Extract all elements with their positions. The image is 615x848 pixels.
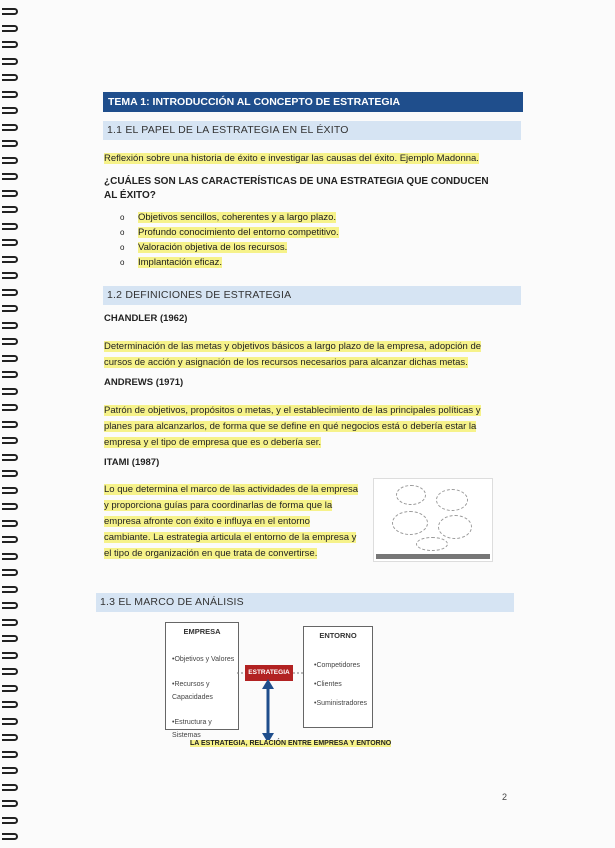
binding-ring bbox=[2, 157, 18, 164]
binding-ring bbox=[2, 289, 18, 296]
question-heading: ¿CUÁLES SON LAS CARACTERÍSTICAS DE UNA ESTRATEGIA QUE CONDUCEN AL ÉXITO? bbox=[104, 176, 489, 201]
itami-title: ITAMI (1987) bbox=[104, 457, 160, 468]
binding-ring bbox=[2, 619, 18, 626]
spiral-binding bbox=[0, 0, 22, 848]
binding-ring bbox=[2, 701, 18, 708]
binding-ring bbox=[2, 520, 18, 527]
list-item: o Valoración objetiva de los recursos. bbox=[120, 240, 339, 255]
binding-ring bbox=[2, 800, 18, 807]
binding-ring bbox=[2, 223, 18, 230]
entorno-item: •Suministradores bbox=[314, 700, 368, 707]
binding-ring bbox=[2, 140, 18, 147]
binding-ring bbox=[2, 652, 18, 659]
section-2-heading: 1.2 DEFINICIONES DE ESTRATEGIA bbox=[103, 286, 521, 305]
binding-ring bbox=[2, 25, 18, 32]
empresa-item: •Objetivos y Valores bbox=[172, 656, 235, 663]
chandler-line-1: Determinación de las metas y objetivos básicos a largo plazo de la empresa, adopción de bbox=[104, 341, 482, 352]
chandler-title: CHANDLER (1962) bbox=[104, 313, 188, 324]
itami-line-3: empresa afronte con éxito e influya en el entorno bbox=[104, 516, 310, 527]
empresa-label: EMPRESA bbox=[183, 627, 221, 636]
entorno-label: ENTORNO bbox=[319, 631, 357, 640]
thumbnail-caption-bar bbox=[376, 554, 490, 559]
andrews-line-3: empresa y el tipo de empresa que es o debería ser. bbox=[104, 437, 322, 448]
section-1-heading: 1.1 EL PAPEL DE LA ESTRATEGIA EN EL ÉXITO bbox=[103, 121, 521, 140]
itami-line-5: el tipo de organización en que trata de convertirse. bbox=[104, 548, 318, 559]
chandler-line-2: cursos de acción y asignación de los recursos necesarios para alcanzar dichas metas. bbox=[104, 357, 468, 368]
binding-ring bbox=[2, 355, 18, 362]
itami-line-1: Lo que determina el marco de las actividades de la empresa bbox=[104, 484, 359, 495]
andrews-line-2: planes para alcanzarlos, de forma que se define en qué negocios está o debería estar la bbox=[104, 421, 477, 432]
binding-ring bbox=[2, 239, 18, 246]
itami-line-4: cambiante. La estrategia articula el entorno de la empresa y bbox=[104, 532, 357, 543]
binding-ring bbox=[2, 190, 18, 197]
andrews-title: ANDREWS (1971) bbox=[104, 377, 184, 388]
binding-ring bbox=[2, 173, 18, 180]
chapter-header: TEMA 1: INTRODUCCIÓN AL CONCEPTO DE ESTRATEGIA bbox=[103, 92, 523, 112]
binding-ring bbox=[2, 817, 18, 824]
list-item: o Implantación eficaz. bbox=[120, 255, 339, 270]
success-characteristics-list bbox=[120, 210, 339, 270]
binding-ring bbox=[2, 206, 18, 213]
binding-ring bbox=[2, 322, 18, 329]
entorno-item: •Competidores bbox=[314, 662, 361, 669]
binding-ring bbox=[2, 685, 18, 692]
binding-ring bbox=[2, 58, 18, 65]
binding-ring bbox=[2, 107, 18, 114]
diagram-caption: LA ESTRATEGIA, RELACIÓN ENTRE EMPRESA Y ENTORNO bbox=[190, 740, 392, 747]
binding-ring bbox=[2, 437, 18, 444]
binding-ring bbox=[2, 635, 18, 642]
binding-ring bbox=[2, 767, 18, 774]
entorno-item: •Clientes bbox=[314, 681, 342, 688]
empresa-item: •Recursos y Capacidades bbox=[172, 681, 213, 701]
binding-ring bbox=[2, 74, 18, 81]
list-item: o Profundo conocimiento del entorno competitivo. bbox=[120, 225, 339, 240]
binding-ring bbox=[2, 8, 18, 15]
binding-ring bbox=[2, 470, 18, 477]
binding-ring bbox=[2, 536, 18, 543]
empresa-item: •Estructura y Sistemas bbox=[172, 719, 212, 739]
binding-ring bbox=[2, 388, 18, 395]
section-3-heading: 1.3 EL MARCO DE ANÁLISIS bbox=[96, 593, 514, 612]
itami-line-2: y proporciona guías para coordinarlas de forma que la bbox=[104, 500, 333, 511]
binding-ring bbox=[2, 454, 18, 461]
binding-ring bbox=[2, 668, 18, 675]
binding-ring bbox=[2, 503, 18, 510]
binding-ring bbox=[2, 734, 18, 741]
diagram-connectors bbox=[160, 615, 390, 745]
binding-ring bbox=[2, 751, 18, 758]
andrews-line-1: Patrón de objetivos, propósitos o metas, y el establecimiento de las principales políticas y bbox=[104, 405, 481, 416]
binding-ring bbox=[2, 124, 18, 131]
binding-ring bbox=[2, 41, 18, 48]
binding-ring bbox=[2, 553, 18, 560]
binding-ring bbox=[2, 338, 18, 345]
binding-ring bbox=[2, 272, 18, 279]
binding-ring bbox=[2, 91, 18, 98]
binding-ring bbox=[2, 602, 18, 609]
binding-ring bbox=[2, 569, 18, 576]
itami-diagram-thumbnail bbox=[373, 478, 493, 562]
binding-ring bbox=[2, 305, 18, 312]
binding-ring bbox=[2, 833, 18, 840]
binding-ring bbox=[2, 586, 18, 593]
page-number: 2 bbox=[502, 792, 508, 802]
binding-ring bbox=[2, 404, 18, 411]
binding-ring bbox=[2, 256, 18, 263]
binding-ring bbox=[2, 718, 18, 725]
binding-ring bbox=[2, 487, 18, 494]
estrategia-box: ESTRATEGIA bbox=[245, 665, 293, 681]
binding-ring bbox=[2, 784, 18, 791]
binding-ring bbox=[2, 371, 18, 378]
binding-ring bbox=[2, 421, 18, 428]
list-item: o Objetivos sencillos, coherentes y a largo plazo. bbox=[120, 210, 339, 225]
reflexion-text: Reflexión sobre una historia de éxito e investigar las causas del éxito. Ejemplo Madonna. bbox=[104, 153, 479, 164]
